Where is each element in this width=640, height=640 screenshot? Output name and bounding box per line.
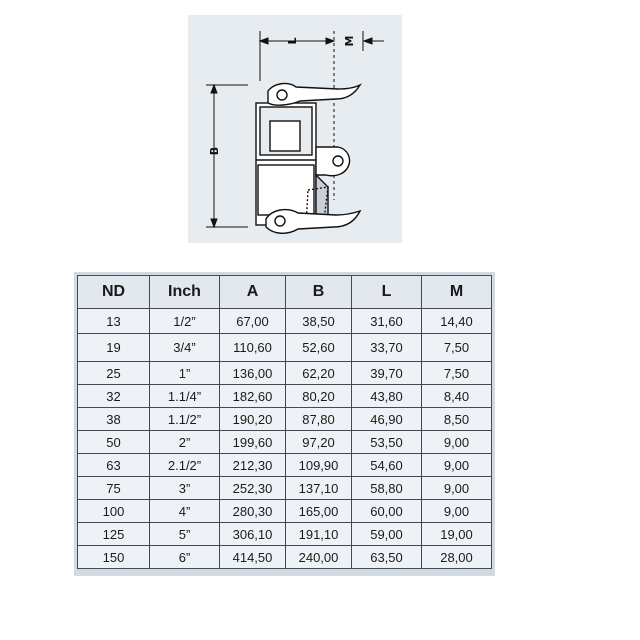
cell-inch: 1/2”	[150, 309, 220, 334]
header-inch: Inch	[150, 276, 220, 309]
cell-l: 59,00	[352, 523, 422, 546]
cell-l: 33,70	[352, 334, 422, 362]
cell-m: 7,50	[422, 334, 492, 362]
cell-a: 190,20	[220, 408, 286, 431]
cell-nd: 13	[78, 309, 150, 334]
header-nd: ND	[78, 276, 150, 309]
cell-m: 9,00	[422, 431, 492, 454]
cell-m: 14,40	[422, 309, 492, 334]
cell-m: 9,00	[422, 500, 492, 523]
cell-b: 137,10	[286, 477, 352, 500]
cell-inch: 5”	[150, 523, 220, 546]
cell-m: 8,50	[422, 408, 492, 431]
cell-b: 87,80	[286, 408, 352, 431]
cell-m: 9,00	[422, 454, 492, 477]
cell-l: 39,70	[352, 362, 422, 385]
cell-a: 136,00	[220, 362, 286, 385]
cell-b: 191,10	[286, 523, 352, 546]
table-row	[78, 334, 492, 362]
header-b: B	[286, 276, 352, 309]
cell-a: 110,60	[220, 334, 286, 362]
cell-b: 109,90	[286, 454, 352, 477]
top-cam-lever	[268, 84, 360, 106]
bottom-cam-lever	[266, 210, 360, 234]
cell-b: 38,50	[286, 309, 352, 334]
header-m: M	[422, 276, 492, 309]
cell-inch: 6”	[150, 546, 220, 569]
dimension-table-frame	[74, 272, 495, 576]
cell-a: 67,00	[220, 309, 286, 334]
cell-m: 8,40	[422, 385, 492, 408]
cell-b: 80,20	[286, 385, 352, 408]
table-header-row	[78, 276, 492, 309]
coupling-technical-drawing	[188, 15, 402, 243]
cell-m: 19,00	[422, 523, 492, 546]
cell-nd: 150	[78, 546, 150, 569]
table-row	[78, 477, 492, 500]
cell-l: 31,60	[352, 309, 422, 334]
table-row	[78, 385, 492, 408]
cell-l: 63,50	[352, 546, 422, 569]
cell-inch: 4”	[150, 500, 220, 523]
cell-l: 53,50	[352, 431, 422, 454]
dimension-m-label: M	[343, 35, 356, 47]
cell-a: 414,50	[220, 546, 286, 569]
cell-a: 199,60	[220, 431, 286, 454]
cell-a: 252,30	[220, 477, 286, 500]
cell-l: 58,80	[352, 477, 422, 500]
header-a: A	[220, 276, 286, 309]
coupling-drawing-svg	[188, 15, 402, 243]
cell-a: 280,30	[220, 500, 286, 523]
cell-nd: 125	[78, 523, 150, 546]
cell-m: 28,00	[422, 546, 492, 569]
cell-nd: 32	[78, 385, 150, 408]
cell-b: 240,00	[286, 546, 352, 569]
cell-nd: 100	[78, 500, 150, 523]
table-row	[78, 431, 492, 454]
side-lug	[316, 147, 350, 176]
table-row	[78, 454, 492, 477]
cell-b: 52,60	[286, 334, 352, 362]
table-row	[78, 408, 492, 431]
cell-inch: 1.1/4”	[150, 385, 220, 408]
header-l: L	[352, 276, 422, 309]
cell-nd: 75	[78, 477, 150, 500]
cell-inch: 2”	[150, 431, 220, 454]
cell-inch: 3/4”	[150, 334, 220, 362]
cell-l: 43,80	[352, 385, 422, 408]
cell-m: 7,50	[422, 362, 492, 385]
dimension-table	[77, 275, 492, 569]
table-row	[78, 362, 492, 385]
cell-inch: 1”	[150, 362, 220, 385]
cell-l: 60,00	[352, 500, 422, 523]
cell-b: 165,00	[286, 500, 352, 523]
table-row	[78, 546, 492, 569]
cell-l: 46,90	[352, 408, 422, 431]
dimension-l-label: L	[286, 37, 299, 45]
cell-b: 62,20	[286, 362, 352, 385]
cell-m: 9,00	[422, 477, 492, 500]
cell-inch: 1.1/2”	[150, 408, 220, 431]
cell-b: 97,20	[286, 431, 352, 454]
table-row	[78, 309, 492, 334]
cell-inch: 2.1/2”	[150, 454, 220, 477]
cell-l: 54,60	[352, 454, 422, 477]
dimension-b-label: B	[208, 146, 221, 156]
cell-nd: 19	[78, 334, 150, 362]
cell-nd: 38	[78, 408, 150, 431]
cell-a: 182,60	[220, 385, 286, 408]
cell-a: 212,30	[220, 454, 286, 477]
cell-nd: 63	[78, 454, 150, 477]
cell-a: 306,10	[220, 523, 286, 546]
cell-nd: 25	[78, 362, 150, 385]
cell-inch: 3”	[150, 477, 220, 500]
cell-nd: 50	[78, 431, 150, 454]
table-row	[78, 523, 492, 546]
table-row	[78, 500, 492, 523]
